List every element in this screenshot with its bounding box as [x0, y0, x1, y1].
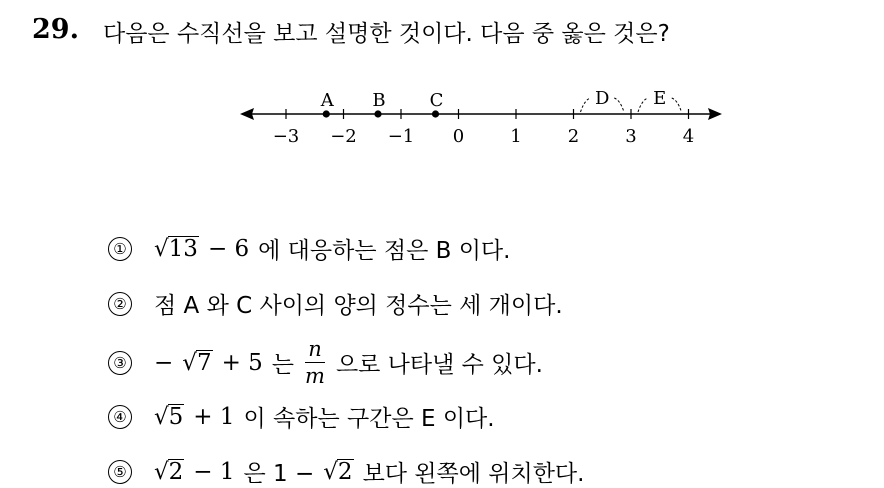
fraction-numerator: n [305, 336, 325, 363]
tick-label: 4 [682, 126, 695, 147]
interval-e-right-arc [672, 98, 682, 112]
choice-marker: ② [108, 292, 132, 316]
number-line [230, 84, 730, 154]
right-arrow-icon [708, 108, 722, 120]
left-arrow-icon [240, 108, 254, 120]
question-stem: 다음은 수직선을 보고 설명한 것이다. 다음 중 옳은 것은? [103, 21, 670, 47]
interval-d-right-arc [614, 98, 624, 112]
choice-marker: ⑤ [108, 460, 132, 484]
radicand: 5 [168, 403, 184, 430]
choice-text: 보다 왼쪽에 위치한다. [362, 461, 585, 487]
choice-marker: ③ [108, 351, 132, 375]
radical-sign: √ [154, 235, 169, 262]
choice-5[interactable] [108, 455, 584, 488]
expression-rest: − 1 [193, 458, 235, 485]
expression-rest: + 5 [221, 349, 263, 376]
choice-text: 점 A 와 C 사이의 양의 정수는 세 개이다. [154, 293, 563, 319]
point-a-label: A [320, 90, 334, 111]
choice-4[interactable] [108, 400, 495, 433]
choice-marker: ④ [108, 405, 132, 429]
choice-text: 에 대응하는 점은 B 이다. [258, 238, 511, 264]
interval-e-label: E [653, 88, 667, 109]
tick-label: 0 [452, 126, 465, 147]
choice-3[interactable] [108, 336, 543, 389]
choice-text: 으로 나타낼 수 있다. [335, 352, 543, 378]
tick-label: −1 [387, 126, 415, 147]
choice-text-mid: 은 1 − [243, 461, 315, 487]
radical-sign: √ [323, 458, 338, 485]
point-a-dot [323, 110, 330, 117]
point-c-dot [432, 110, 439, 117]
question-number: 29. [32, 14, 79, 45]
interval-e-left-arc [638, 98, 648, 112]
choice-marker: ① [108, 237, 132, 261]
radical-sign: √ [154, 403, 169, 430]
radicand: 2 [168, 458, 184, 485]
point-b-dot [374, 110, 381, 117]
tick-label: 2 [567, 126, 580, 147]
choice-text: 이 속하는 구간은 E 이다. [243, 406, 495, 432]
fraction [302, 336, 328, 389]
interval-d-label: D [595, 88, 610, 109]
expression-rest: − 6 [207, 235, 250, 262]
expression-rest: + 1 [193, 403, 235, 430]
interval-d-left-arc [581, 98, 591, 112]
fraction-denominator: m [305, 364, 325, 388]
choice-1[interactable] [108, 232, 510, 265]
tick-label: −3 [272, 126, 300, 147]
choice-text-mid: 는 [271, 352, 295, 378]
point-b-label: B [372, 90, 386, 111]
tick-label: −2 [330, 126, 357, 147]
tick-label: 3 [625, 126, 637, 147]
point-c-label: C [429, 90, 444, 111]
radicand: 13 [168, 235, 198, 262]
minus-sign: − [154, 349, 174, 376]
radical-sign: √ [182, 349, 197, 376]
radicand: 2 [337, 458, 353, 485]
choice-2[interactable] [108, 287, 563, 320]
radicand: 7 [196, 349, 212, 376]
radical-sign: √ [154, 458, 169, 485]
tick-label: 1 [510, 126, 522, 147]
